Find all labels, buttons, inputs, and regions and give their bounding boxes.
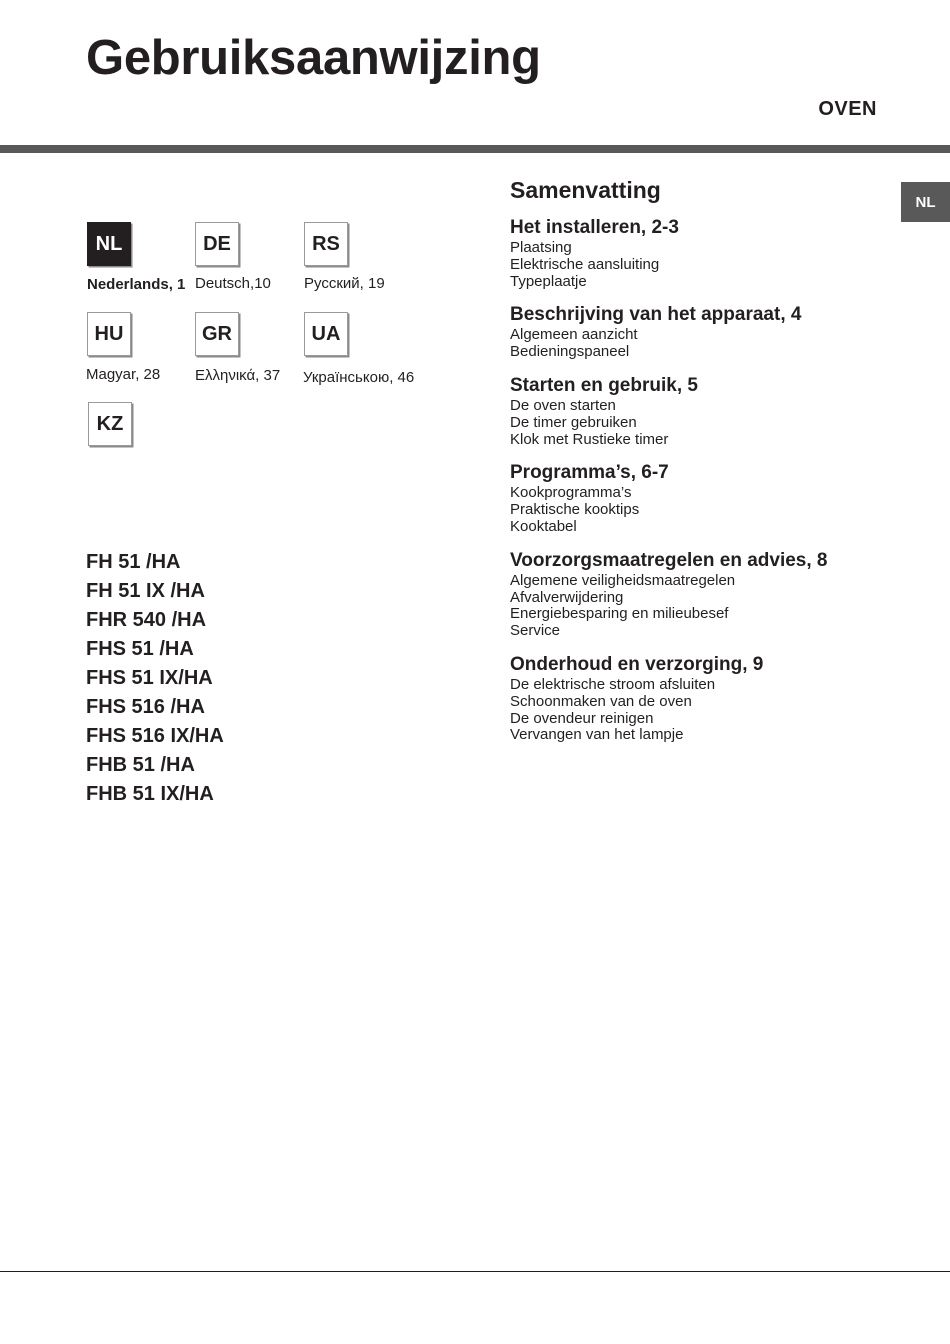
toc-heading[interactable]: Programma’s, 6-7: [510, 462, 669, 484]
model-item: FHR 540 /HA: [86, 609, 207, 631]
toc-item: Typeplaatje: [510, 272, 587, 290]
toc-section-maintenance: [510, 653, 890, 744]
toc-item: De oven starten: [510, 396, 616, 414]
lang-label-de: Deutsch,10: [195, 275, 271, 292]
toc-item: Kookprogramma’s: [510, 484, 632, 502]
lang-button-hu[interactable]: HU: [87, 312, 131, 356]
lang-button-kz[interactable]: KZ: [88, 402, 132, 446]
header-divider: [0, 145, 950, 153]
toc-title: Samenvatting: [510, 177, 661, 203]
toc-heading[interactable]: Het installeren, 2-3: [510, 217, 679, 238]
toc-item: Algemene veiligheidsmaatregelen: [510, 571, 736, 589]
toc-item: Vervangen van het lampje: [510, 726, 684, 744]
model-item: FHS 51 /HA: [86, 638, 194, 660]
toc-section-start-use: [510, 374, 890, 448]
toc-item: Service: [510, 622, 561, 640]
lang-button-ua[interactable]: UA: [304, 312, 348, 356]
toc-item: Elektrische aansluiting: [510, 255, 660, 273]
toc-item: Klok met Rustieke timer: [510, 430, 669, 448]
model-item: FHS 516 IX/HA: [86, 725, 224, 747]
lang-label-rs: Русский, 19: [304, 275, 385, 292]
lang-button-gr[interactable]: GR: [195, 312, 239, 356]
toc-item: De elektrische stroom afsluiten: [510, 675, 716, 693]
toc-item: Plaatsing: [510, 239, 572, 256]
model-item: FHB 51 IX/HA: [86, 783, 214, 805]
lang-label-gr: Ελληνικά, 37: [195, 367, 281, 384]
language-side-tab: NL: [901, 182, 950, 222]
lang-label-hu: Magyar, 28: [86, 366, 161, 383]
toc-item: Afvalverwijdering: [510, 588, 624, 606]
lang-button-de[interactable]: DE: [195, 222, 239, 266]
model-item: FH 51 /HA: [86, 551, 181, 573]
product-type: OVEN: [818, 98, 877, 120]
toc-heading[interactable]: Starten en gebruik, 5: [510, 374, 698, 396]
toc-item: De timer gebruiken: [510, 413, 637, 431]
model-item: FHS 516 /HA: [86, 696, 205, 718]
toc-section-programs: [510, 461, 890, 535]
toc-item: Algemeen aanzicht: [510, 326, 638, 344]
model-list: [86, 548, 224, 809]
model-item: FHB 51 /HA: [86, 754, 195, 776]
model-item: FHS 51 IX/HA: [86, 667, 213, 689]
lang-button-rs[interactable]: RS: [304, 222, 348, 266]
toc-heading[interactable]: Voorzorgsmaatregelen en advies, 8: [510, 549, 828, 571]
page-title: Gebruiksaanwijzing: [86, 31, 541, 85]
toc-item: Schoonmaken van de oven: [510, 692, 692, 710]
toc-item: Bedieningspaneel: [510, 343, 630, 361]
toc-item: Energiebesparing en milieubesef: [510, 605, 729, 623]
table-of-contents: [510, 176, 890, 757]
lang-button-nl[interactable]: NL: [87, 222, 131, 266]
lang-label-ua: Українською, 46: [303, 369, 415, 386]
footer-divider: [0, 1271, 950, 1272]
toc-section-installation: [510, 216, 890, 290]
toc-heading[interactable]: Onderhoud en verzorging, 9: [510, 653, 764, 675]
toc-item: Kooktabel: [510, 517, 577, 535]
toc-section-precautions: [510, 549, 890, 640]
toc-section-description: [510, 303, 890, 361]
model-item: FH 51 IX /HA: [86, 580, 205, 602]
toc-item: Praktische kooktips: [510, 501, 640, 519]
toc-heading[interactable]: Beschrijving van het apparaat, 4: [510, 304, 802, 326]
lang-label-nl: Nederlands, 1: [87, 276, 186, 293]
toc-item: De ovendeur reinigen: [510, 709, 654, 727]
